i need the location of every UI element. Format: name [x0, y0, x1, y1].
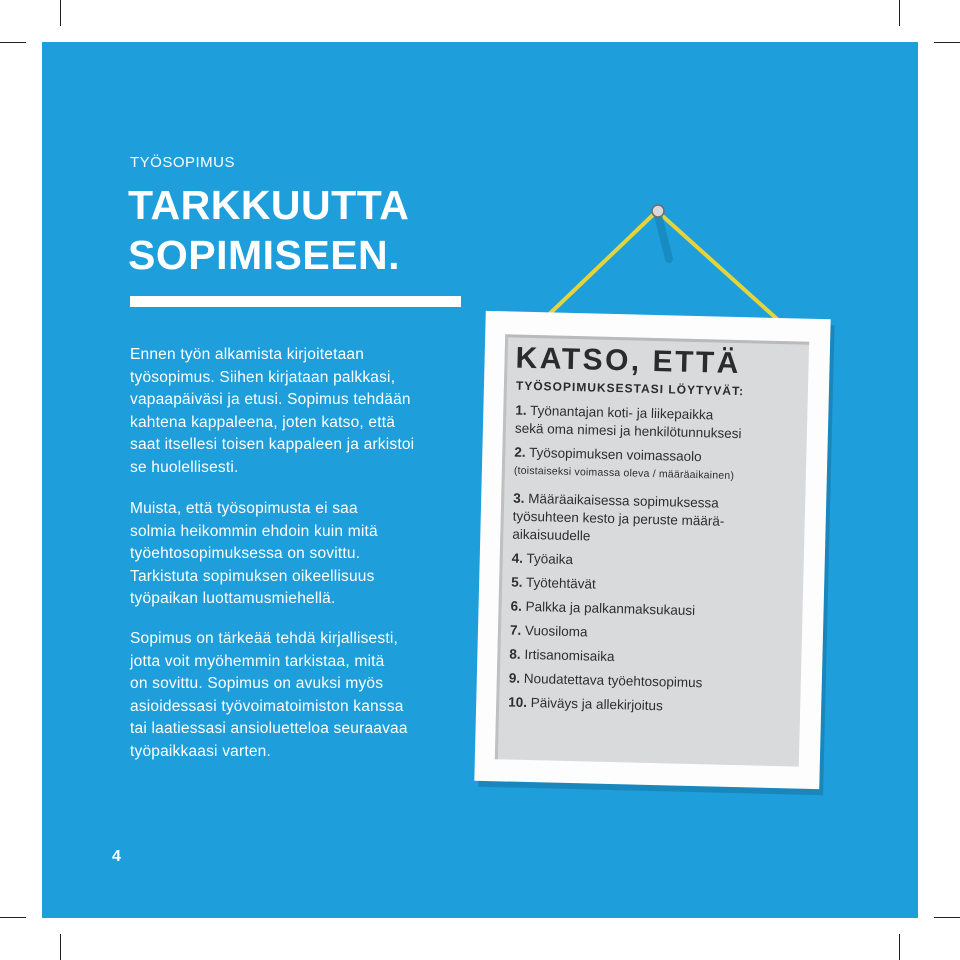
checklist: [508, 402, 804, 725]
crop-mark: [0, 917, 26, 918]
item-number: 2.: [514, 444, 526, 460]
item-note: (toistaiseksi voimassa oleva / määräaikainen): [513, 464, 735, 482]
text-line: tai laatiessasi ansioluetteloa seuraavaa: [130, 720, 408, 737]
crop-mark: [60, 934, 61, 960]
item-number: 3.: [513, 490, 525, 506]
item-text: Päiväys ja allekirjoitus: [530, 695, 663, 714]
nail-icon: [652, 205, 664, 217]
board-title: KATSO, ETTÄ: [515, 341, 742, 381]
crop-mark: [899, 0, 900, 26]
item-text: Työsopimuksen voimassaolo: [528, 444, 702, 465]
list-item: [510, 622, 798, 647]
item-number: 8.: [509, 646, 521, 662]
item-text: Työtehtävät: [525, 574, 596, 592]
list-item: [512, 550, 800, 575]
list-item: [508, 694, 796, 719]
page: [42, 42, 918, 918]
crop-mark: [0, 42, 26, 43]
headline-line: TARKKUUTTA: [128, 182, 410, 228]
item-text: Työaika: [526, 550, 574, 568]
item-number: 9.: [508, 670, 521, 686]
crop-mark: [60, 0, 61, 26]
section-label: TYÖSOPIMUS: [130, 154, 236, 171]
text-line: asioidessasi työvoimatoimiston kanssa: [130, 697, 404, 715]
page-number: 4: [112, 848, 121, 865]
item-number: 4.: [511, 550, 524, 566]
item-number: 1.: [515, 402, 527, 418]
item-text: sekä oma nimesi ja henkilötunnuksesi: [514, 420, 742, 442]
crop-mark: [899, 934, 900, 960]
list-item: [510, 598, 798, 623]
board-subtitle: TYÖSOPIMUKSESTASI LÖYTYVÄT:: [515, 378, 745, 399]
item-text: Noudatettava työehtosopimus: [523, 670, 703, 691]
text-line: saat itsellesi toisen kappaleen ja arkistoi: [130, 436, 415, 453]
checklist-board: [474, 311, 830, 789]
text-line: kahtena kappaleena, joten katso, että: [130, 413, 396, 431]
crop-mark: [934, 42, 960, 43]
list-item: [509, 646, 797, 671]
text-line: vapaapäiväsi ja etusi. Sopimus tehdään: [130, 391, 411, 408]
text-line: työpaikkaasi varten.: [130, 742, 271, 760]
item-text: Määräaikaisessa sopimuksessa: [528, 490, 719, 511]
list-item: [514, 444, 803, 487]
item-text: Vuosiloma: [524, 622, 588, 640]
list-item: [509, 670, 797, 695]
text-line: työehtosopimuksessa on sovittu.: [130, 545, 361, 562]
list-item: [511, 574, 799, 599]
text-line: se huolellisesti.: [130, 458, 239, 476]
item-number: 6.: [510, 598, 523, 614]
text-line: jotta voit myöhemmin tarkistaa, mitä: [130, 652, 385, 670]
text-line: on sovittu. Sopimus on avuksi myös: [130, 675, 384, 692]
list-item: [515, 402, 804, 445]
text-line: Muista, että työsopimusta ei saa: [130, 500, 358, 517]
crop-mark: [934, 917, 960, 918]
text-line: työsopimus. Siihen kirjataan palkkasi,: [130, 368, 396, 386]
item-text: työsuhteen kesto ja peruste määrä-: [512, 508, 725, 529]
text-line: Tarkistuta sopimuksen oikeellisuus: [130, 567, 375, 585]
item-number: 10.: [508, 694, 528, 710]
text-line: Sopimus on tärkeää tehdä kirjallisesti,: [130, 630, 398, 647]
item-text: Irtisanomisaika: [524, 646, 615, 665]
text-line: työpaikan luottamusmiehellä.: [130, 590, 336, 607]
item-number: 7.: [509, 622, 522, 638]
text-line: Ennen työn alkamista kirjoitetaan: [130, 346, 365, 363]
board-panel: [495, 334, 809, 766]
text-line: solmia heikommin ehdoin kuin mitä: [130, 522, 378, 540]
item-text: Palkka ja palkanmaksukausi: [525, 598, 696, 619]
headline-line: SOPIMISEEN.: [128, 232, 401, 278]
item-text: Työnantajan koti- ja liikepaikka: [529, 402, 714, 423]
item-text: aikaisuudelle: [512, 526, 591, 544]
item-number: 5.: [510, 574, 523, 590]
list-item: [512, 490, 801, 551]
